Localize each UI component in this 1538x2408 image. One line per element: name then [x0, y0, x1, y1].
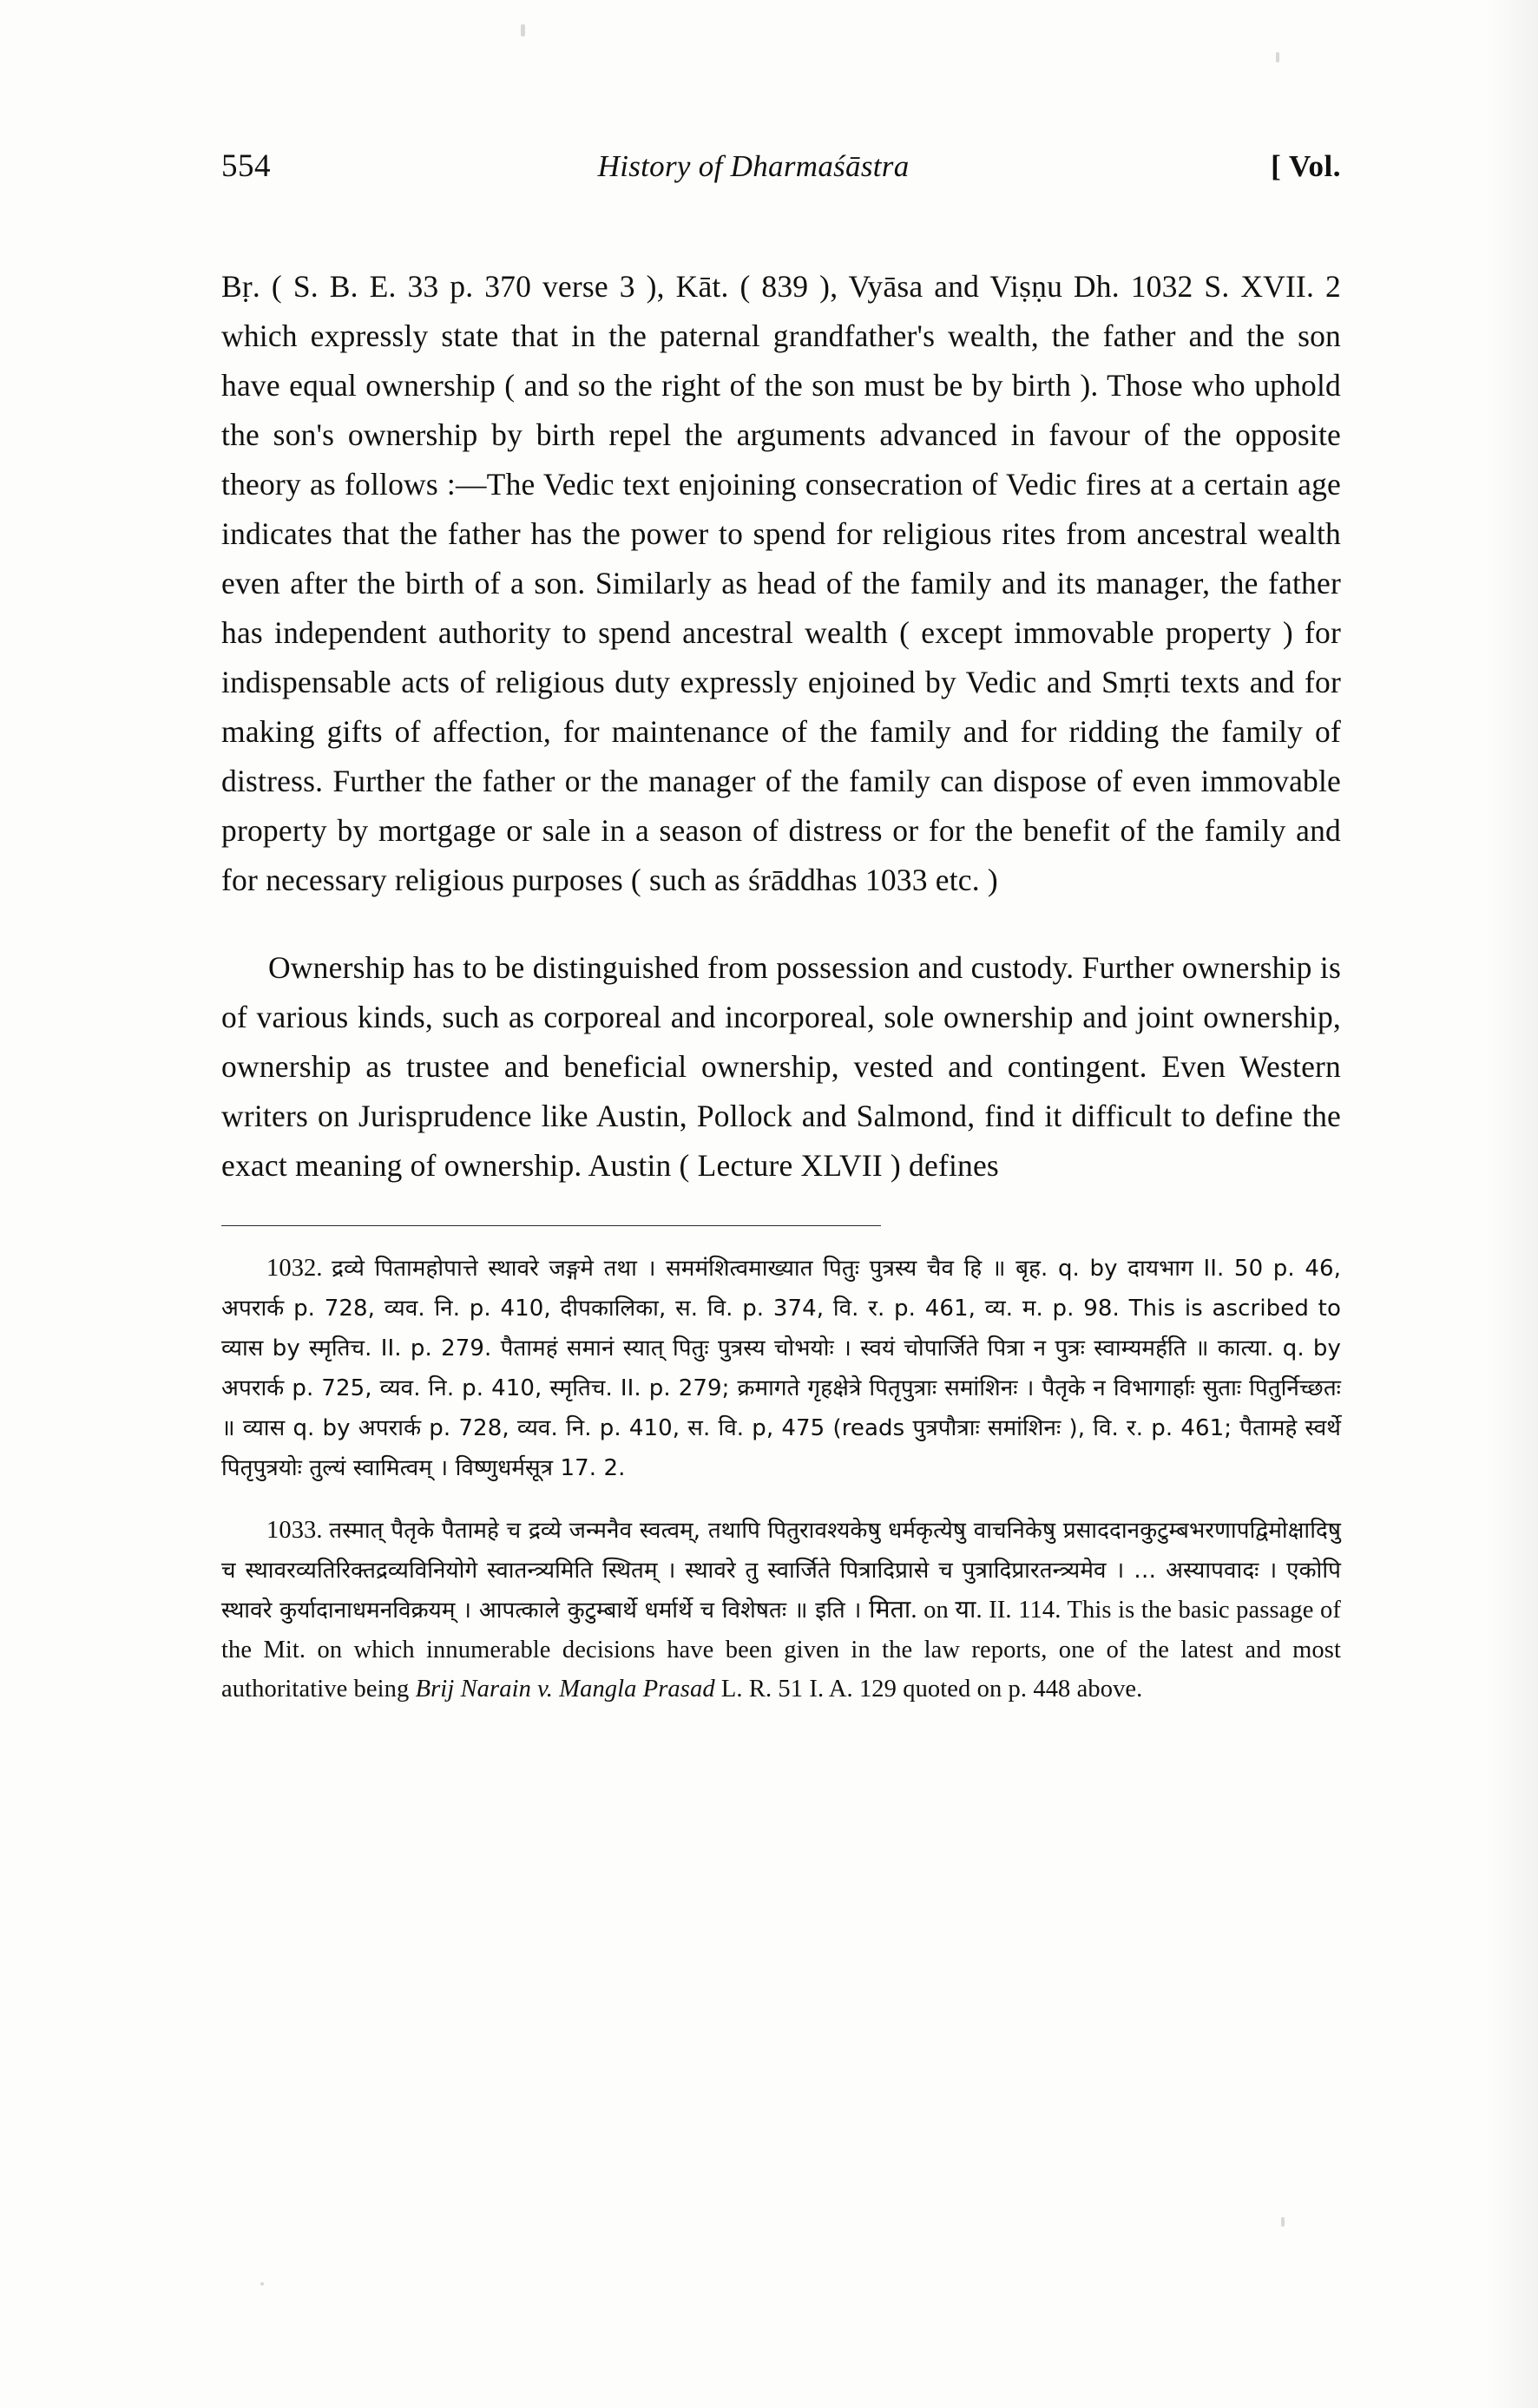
- footnote-separator: [221, 1225, 881, 1226]
- scan-speck: [260, 2282, 264, 2286]
- page-content: [221, 148, 1341, 1709]
- footnote-1032: [221, 1249, 1341, 1488]
- page-header: [221, 148, 1341, 208]
- paragraph: Bṛ. ( S. B. E. 33 p. 370 verse 3 ), Kāt. ( 839 ), Vyāsa and Viṣṇu Dh. 1032 S. XVII. 2 which expressly state that in the paternal grandfather's wealth, the father and the son have equal ownership ( and so the right of the son must be by birth ). Those who uphold the son's ownership by birth repel the arguments advanced in favour of the opposite theory as follows :—The Vedic text enjoining consecration of Vedic fires at a certain age indicates that the father has the power to spend for religious rites from ancestral wealth even after the birth of a son. Similarly as head of the family and its manager, the father has independent authority to spend ancestral wealth ( except immovable property ) for indispensable acts of religious duty expressly enjoined by Vedic and Smṛti texts and for making gifts of affection, for maintenance of the family and for ridding the family of distress. Further the father or the manager of the family can dispose of even immovable property by mortgage or sale in a season of distress or for the benefit of the family and for necessary religious purposes ( such as śrāddhas 1033 etc. ): [221, 269, 1341, 897]
- footnotes: [221, 1249, 1341, 1709]
- footnote-number: 1032.: [266, 1255, 323, 1282]
- footnote-1033: [221, 1511, 1341, 1709]
- footnote-tail: मिता. on या. II. 114. This is the basic passage of the Mit. on which innumerable decisions have been given in the law reports, one of the latest and most authoritative being: [221, 1597, 1341, 1703]
- footnote-text: तस्मात् पैतृके पैतामहे च द्रव्ये जन्मनैव स्वत्वम्, तथापि पितुरावश्यकेषु धर्मकृत्येषु वाचनिकेषु प्रसाददानकुटुम्बभरणापद्विमोक्षादिषु च स्थावरव्यतिरिक्तद्रव्यविनियोगे स्वातन्त्र्यमिति स्थितम् । स्थावरे तु स्वार्जिते पित्रादिप्रासे च पुत्रादिप्रारतन्त्र्यमेव । … अस्यापवादः । एकोपि स्थावरे कुर्यादानाधमनविक्रयम् । आपत्काले कुटुम्बार्थे धर्मार्थे च विशेषतः ॥ इति ।: [221, 1518, 1341, 1624]
- page-number: 554: [221, 148, 271, 184]
- volume-marker: [ Vol.: [1271, 149, 1341, 183]
- scan-speck: [521, 24, 525, 36]
- paragraph: Ownership has to be distinguished from possession and custody. Further ownership is of various kinds, such as corporeal and incorporeal, sole ownership and joint ownership, ownership as trustee and beneficial ownership, vested and contingent. Even Western writers on Jurisprudence like Austin, Pollock and Salmond, find it difficult to define the exact meaning of ownership. Austin ( Lecture XLVII ) defines: [221, 950, 1341, 1183]
- footnote-text: द्रव्ये पितामहोपात्ते स्थावरे जङ्गमे तथा । सममंशित्वमाख्यात पितुः पुत्रस्य चैव हि ॥ बृह. q. by दायभाग II. 50 p. 46, अपरार्क p. 728, व्यव. नि. p. 410, दीपकालिका, स. वि. p. 374, वि. र. p. 461, व्य. म. p. 98. This is ascribed to व्यास by स्मृतिच. II. p. 279. पैतामहं समानं स्यात् पितुः पुत्रस्य चोभयोः । स्वयं चोपार्जिते पित्रा न पुत्रः स्वाम्यमर्हति ॥ कात्या. q. by अपरार्क p. 725, व्यव. नि. p. 410, स्मृतिच. II. p. 279; क्रमागते गृहक्षेत्रे पितृपुत्राः समांशिनः । पैतृके न विभागार्हाः सुताः पितुर्निच्छतः ॥ व्यास q. by अपरार्क p. 728, व्यव. नि. p. 410, स. वि. p, 475 (reads पुत्रपौत्राः समांशिनः ), वि. र. p. 461; पैतामहे स्वर्थे पितृपुत्रयोः तुल्यं स्वामित्वम् । विष्णुधर्मसूत्र 17. 2.: [221, 1256, 1341, 1481]
- footnote-tail-2: L. R. 51 I. A. 129 quoted on p. 448 above.: [714, 1676, 1143, 1703]
- footnote-citation-italic: Brij Narain v. Mangla Prasad: [415, 1676, 715, 1703]
- footnote-number: 1033.: [266, 1517, 323, 1544]
- scan-speck: [1281, 2217, 1285, 2227]
- body-text: [221, 262, 1341, 1191]
- scan-speck: [1276, 52, 1279, 62]
- running-title: History of Dharmaśāstra: [597, 149, 910, 183]
